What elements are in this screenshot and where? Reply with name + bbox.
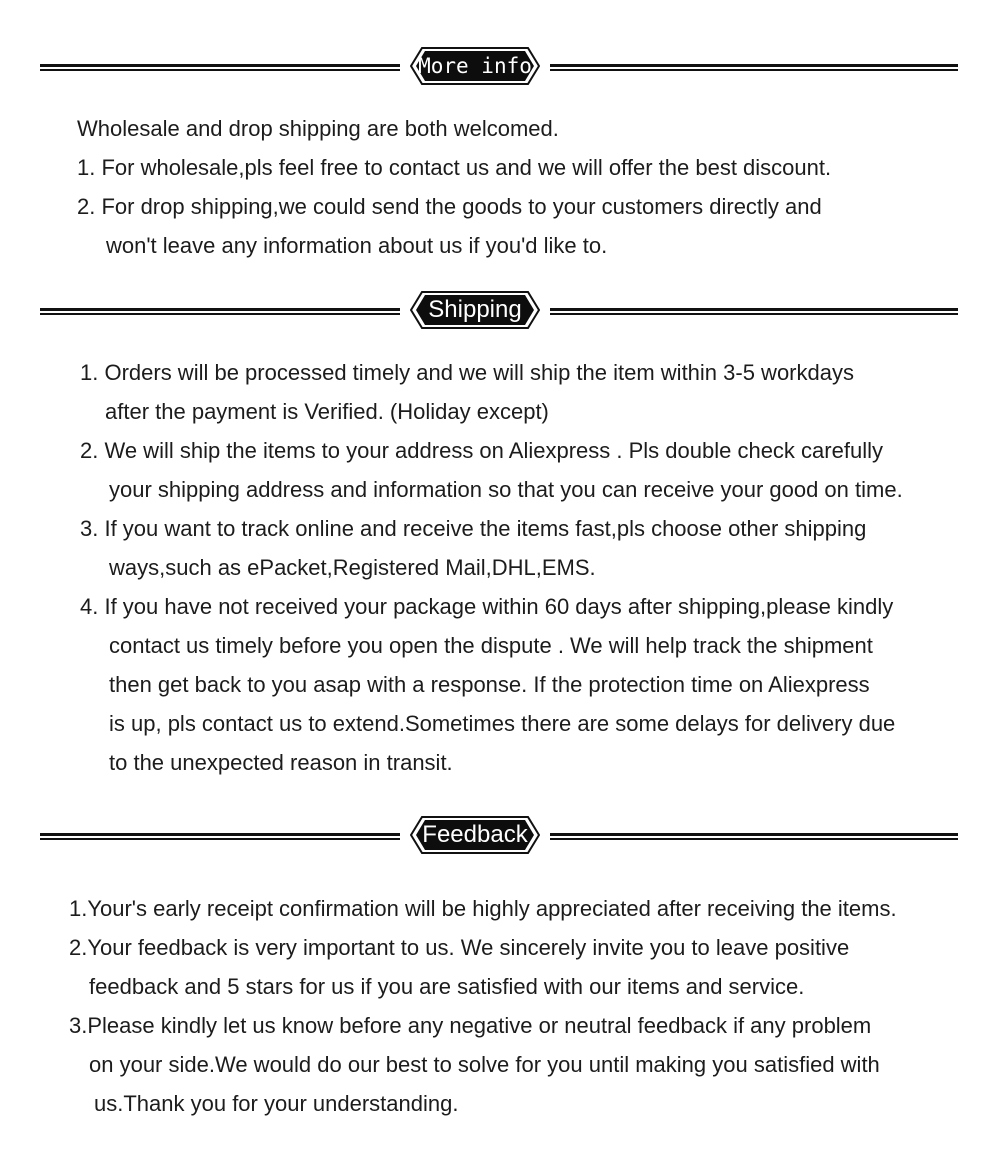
section-header-shipping — [0, 296, 1000, 348]
divider-right — [550, 64, 958, 71]
section-title-badge — [410, 291, 540, 329]
text-line: 1.Your's early receipt confirmation will be highly appreciated after receiving the items. — [69, 896, 897, 921]
text-line: after the payment is Verified. (Holiday except) — [105, 399, 549, 424]
section-title: More info — [418, 54, 532, 78]
text-line: is up, pls contact us to extend.Sometimes there are some delays for delivery due — [109, 711, 896, 736]
text-line: your shipping address and information so that you can receive your good on time. — [109, 477, 903, 502]
section-title-badge — [410, 47, 540, 85]
text-line: 3. If you want to track online and receive the items fast,pls choose other shipping — [80, 516, 867, 541]
text-line: 3.Please kindly let us know before any negative or neutral feedback if any problem — [69, 1013, 872, 1038]
divider-right — [550, 833, 958, 840]
text-line: Wholesale and drop shipping are both welcomed. — [77, 116, 559, 141]
section-title: Shipping — [428, 296, 522, 323]
text-line: contact us timely before you open the dispute . We will help track the shipment — [109, 633, 873, 658]
text-line: 1. For wholesale,pls feel free to contact us and we will offer the best discount. — [77, 155, 832, 180]
text-line: 2.Your feedback is very important to us. We sincerely invite you to leave positive — [69, 935, 850, 960]
text-line: 4. If you have not received your package within 60 days after shipping,please kindly — [80, 594, 894, 619]
text-line: 1. Orders will be processed timely and we will ship the item within 3-5 workdays — [80, 360, 854, 385]
text-line: to the unexpected reason in transit. — [109, 750, 453, 775]
text-line: us.Thank you for your understanding. — [94, 1091, 459, 1116]
text-line: ways,such as ePacket,Registered Mail,DHL,EMS. — [109, 555, 596, 580]
text-line: 2. For drop shipping,we could send the goods to your customers directly and — [77, 194, 822, 219]
text-line: feedback and 5 stars for us if you are satisfied with our items and service. — [89, 974, 805, 999]
section-title-badge — [410, 816, 540, 854]
divider-left — [40, 308, 400, 315]
text-line: won't leave any information about us if you'd like to. — [106, 233, 608, 258]
section-title: Feedback — [422, 821, 528, 848]
text-line: on your side.We would do our best to solve for you until making you satisfied with — [89, 1052, 880, 1077]
divider-right — [550, 308, 958, 315]
text-line: then get back to you asap with a response. If the protection time on Aliexpress — [109, 672, 870, 697]
section-header-more-info — [0, 54, 1000, 104]
section-header-feedback — [0, 821, 1000, 873]
divider-left — [40, 833, 400, 840]
text-line: 2. We will ship the items to your address on Aliexpress . Pls double check carefully — [80, 438, 883, 463]
divider-left — [40, 64, 400, 71]
